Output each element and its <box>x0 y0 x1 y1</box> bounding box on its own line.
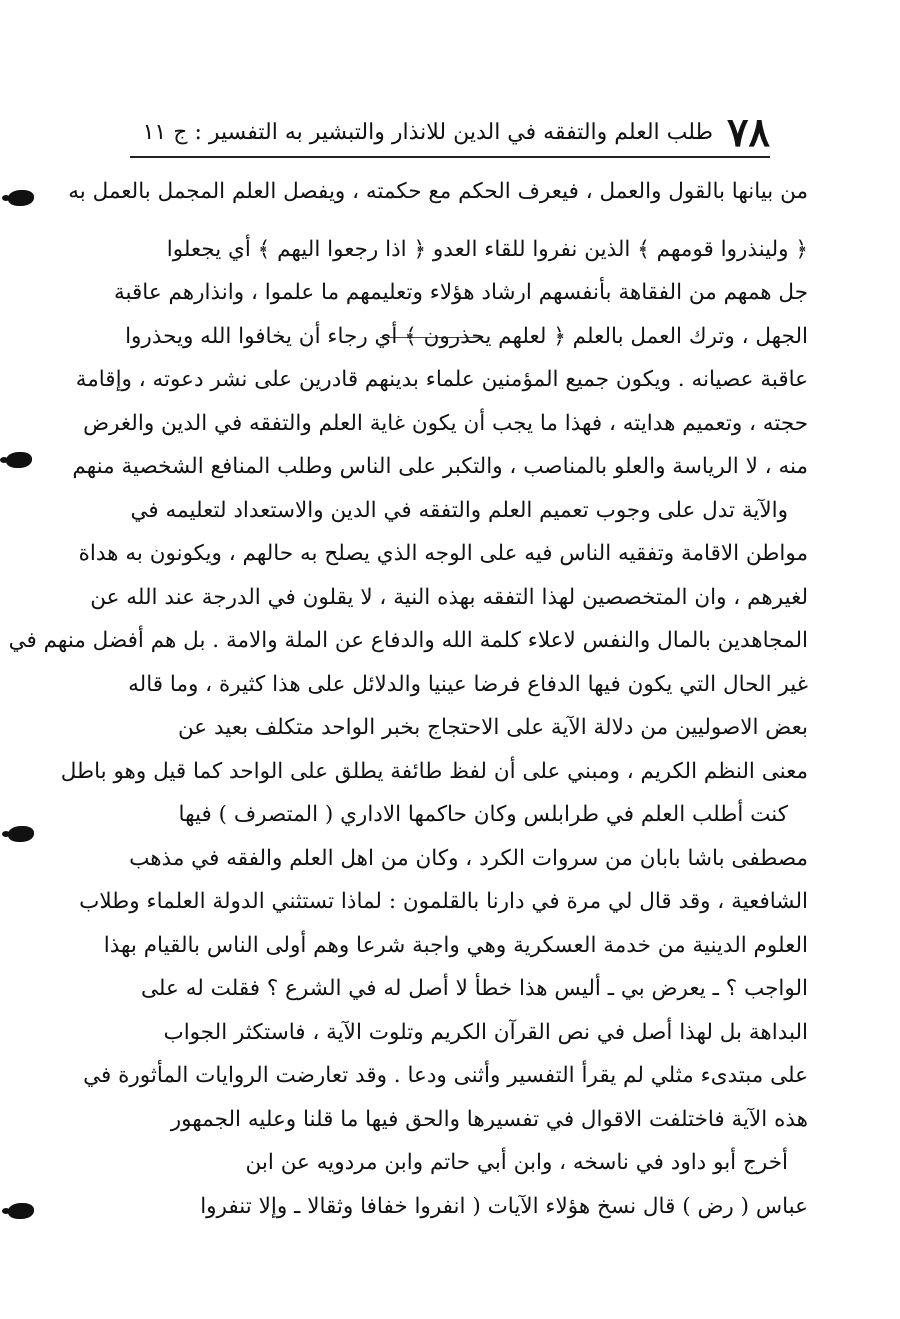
text-line: والآية تدل على وجوب تعميم العلم والتفقه في الدين والاستعداد لتعليمه في <box>130 497 788 523</box>
binding-hole-mark <box>8 1203 34 1219</box>
text-line: منه ، لا الرياسة والعلو بالمناصب ، والتكبر على الناس وطلب المنافع الشخصية منهم <box>72 454 808 479</box>
text-line: جل همهم من الفقاهة بأنفسهم ارشاد هؤلاء وتعليمهم ما علموا ، وانذارهم عاقبة <box>113 280 808 305</box>
binding-hole-mark <box>6 452 32 468</box>
running-title: طلب العلم والتفقه في الدين للانذار والتبشير به التفسير : ج ١١ <box>142 119 714 145</box>
text-line: غير الحال التي يكون فيها الدفاع فرضا عينيا والدلائل على هذا كثيرة ، وما قاله <box>128 671 808 697</box>
text-line: هذه الآية فاختلفت الاقوال في تفسيرها والحق فيها ما قلنا وعليه الجمهور <box>170 1106 808 1132</box>
text-line: كنت أطلب العلم في طرابلس وكان حاكمها الاداري ( المتصرف ) فيها <box>178 802 788 827</box>
text-line: من بيانها بالقول والعمل ، فيعرف الحكم مع حكمته ، ويفصل العلم المجمل بالعمل به <box>68 179 808 204</box>
page-body <box>8 170 808 1228</box>
page-header <box>130 108 770 158</box>
text-line: عباس ( رض ) قال نسخ هؤلاء الآيات ( انفروا خفافا وثقالا ـ وإلا تنفروا <box>200 1193 808 1219</box>
text-line: على مبتدىء مثلي لم يقرأ التفسير وأثنى ودعا . وقد تعارضت الروايات المأثورة في <box>83 1063 808 1088</box>
text-line: الواجب ؟ ـ يعرض بي ـ أليس هذا خطأ لا أصل له في الشرع ؟ فقلت له على <box>141 976 808 1001</box>
text-line: العلوم الدينية من خدمة العسكرية وهي واجبة شرعا وهم أولى الناس بالقيام بهذا <box>103 932 808 958</box>
text-line: لغيرهم ، وان المتخصصين لهذا التفقه بهذه النية ، لا يقلون في الدرجة عند الله عن <box>90 584 808 610</box>
text-line: الجهل ، وترك العمل بالعلم ﴿ لعلهم يحذرون ﴾ أي رجاء أن يخافوا الله ويحذروا <box>125 323 808 349</box>
binding-hole-mark <box>8 826 34 842</box>
text-line: عاقبة عصيانه . ويكون جميع المؤمنين علماء بدينهم قادرين على نشر دعوته ، وإقامة <box>75 367 808 392</box>
text-line: معنى النظم الكريم ، ومبني على أن لفظ طائفة يطلق على الواحد كما قيل وهو باطل <box>60 758 808 784</box>
text-line: أخرج أبو داود في ناسخه ، وابن أبي حاتم وابن مردويه عن ابن <box>245 1150 788 1175</box>
text-line: الشافعية ، وقد قال لي مرة في دارنا بالقلمون : لماذا تستثني الدولة العلماء وطلاب <box>79 889 808 914</box>
text-line: المجاهدين بالمال والنفس لاعلاء كلمة الله والدفاع عن الملة والامة . بل هم أفضل منهم في <box>8 628 808 653</box>
text-line: مواطن الاقامة وتفقيه الناس فيه على الوجه الذي يصلح به حالهم ، ويكونون به هداة <box>78 541 808 566</box>
page-number: ٧٨ <box>727 108 770 156</box>
binding-hole-mark <box>8 190 34 206</box>
text-line: مصطفى باشا بابان من سروات الكرد ، وكان من اهل العلم والفقه في مذهب <box>129 845 808 871</box>
text-line: البداهة بل لهذا أصل في نص القرآن الكريم وتلوت الآية ، فاستكثر الجواب <box>163 1019 808 1045</box>
text-line: بعض الاصوليين من دلالة الآية على الاحتجاج بخبر الواحد متكلف بعيد عن <box>177 715 808 740</box>
text-line: حجته ، وتعميم هدايته ، فهذا ما يجب أن يكون غاية العلم والتفقه في الدين والغرض <box>83 410 808 436</box>
text-line: ﴿ ولينذروا قومهم ﴾ الذين نفروا للقاء العدو ﴿ اذا رجعوا اليهم ﴾ أي يجعلوا <box>166 236 808 262</box>
